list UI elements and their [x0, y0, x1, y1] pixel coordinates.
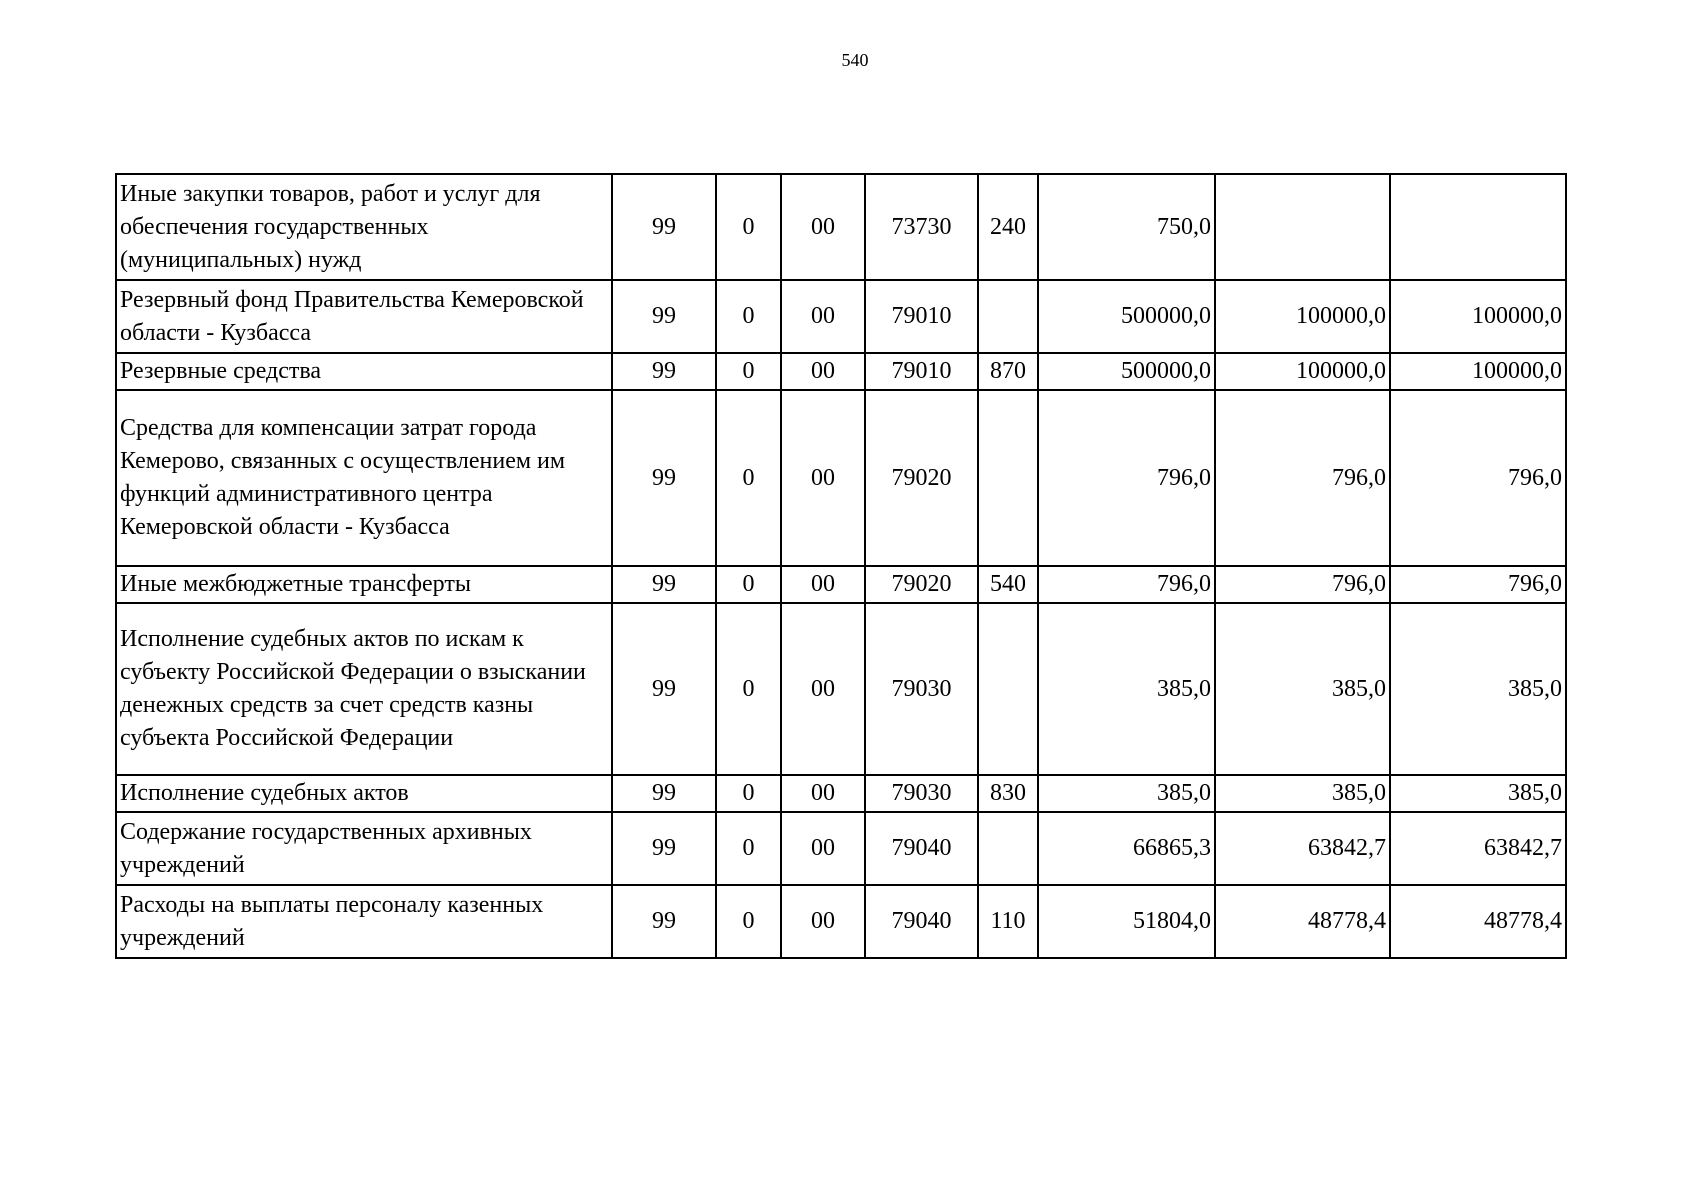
- subprogram-code: 0: [716, 812, 781, 885]
- subprogram-code: 0: [716, 885, 781, 958]
- subprogram-code: 0: [716, 603, 781, 775]
- amount-year-1: 385,0: [1038, 775, 1215, 812]
- table-row: [116, 775, 1566, 812]
- direction-code: 79040: [865, 885, 978, 958]
- program-code: 99: [612, 566, 716, 603]
- program-code: 99: [612, 174, 716, 280]
- program-code: 99: [612, 280, 716, 353]
- event-code: 00: [781, 174, 865, 280]
- expense-type-code: [978, 280, 1038, 353]
- table-row: [116, 280, 1566, 353]
- table-row: [116, 885, 1566, 958]
- expense-type-code: 240: [978, 174, 1038, 280]
- amount-year-1: 796,0: [1038, 390, 1215, 566]
- direction-code: 79010: [865, 280, 978, 353]
- amount-year-3: 385,0: [1390, 775, 1566, 812]
- amount-year-2: 48778,4: [1215, 885, 1390, 958]
- amount-year-2: 385,0: [1215, 603, 1390, 775]
- direction-code: 79010: [865, 353, 978, 390]
- expense-type-code: 540: [978, 566, 1038, 603]
- event-code: 00: [781, 390, 865, 566]
- subprogram-code: 0: [716, 280, 781, 353]
- row-name: Иные закупки товаров, работ и услуг для обеспечения государственных (муниципальных) нужд: [116, 174, 612, 280]
- direction-code: 79020: [865, 566, 978, 603]
- page-number: 540: [841, 50, 869, 70]
- direction-code: 73730: [865, 174, 978, 280]
- amount-year-1: 51804,0: [1038, 885, 1215, 958]
- table-row: [116, 566, 1566, 603]
- row-name: Средства для компенсации затрат города Кемерово, связанных с осуществлением им функций административного центра Кемеровской области - Кузбасса: [116, 390, 612, 566]
- amount-year-3: 48778,4: [1390, 885, 1566, 958]
- amount-year-3: 100000,0: [1390, 280, 1566, 353]
- amount-year-3: [1390, 174, 1566, 280]
- amount-year-2: [1215, 174, 1390, 280]
- program-code: 99: [612, 353, 716, 390]
- event-code: 00: [781, 353, 865, 390]
- event-code: 00: [781, 775, 865, 812]
- row-name: Иные межбюджетные трансферты: [116, 566, 612, 603]
- amount-year-1: 500000,0: [1038, 280, 1215, 353]
- amount-year-3: 796,0: [1390, 566, 1566, 603]
- program-code: 99: [612, 603, 716, 775]
- event-code: 00: [781, 812, 865, 885]
- direction-code: 79030: [865, 775, 978, 812]
- program-code: 99: [612, 390, 716, 566]
- event-code: 00: [781, 885, 865, 958]
- amount-year-1: 385,0: [1038, 603, 1215, 775]
- row-name: Содержание государственных архивных учреждений: [116, 812, 612, 885]
- amount-year-2: 796,0: [1215, 390, 1390, 566]
- expense-type-code: [978, 812, 1038, 885]
- expense-type-code: 870: [978, 353, 1038, 390]
- amount-year-1: 750,0: [1038, 174, 1215, 280]
- program-code: 99: [612, 775, 716, 812]
- amount-year-3: 100000,0: [1390, 353, 1566, 390]
- expense-type-code: [978, 603, 1038, 775]
- amount-year-2: 63842,7: [1215, 812, 1390, 885]
- direction-code: 79030: [865, 603, 978, 775]
- direction-code: 79020: [865, 390, 978, 566]
- subprogram-code: 0: [716, 775, 781, 812]
- row-name: Исполнение судебных актов: [116, 775, 612, 812]
- table-row: [116, 603, 1566, 775]
- amount-year-1: 796,0: [1038, 566, 1215, 603]
- amount-year-2: 100000,0: [1215, 280, 1390, 353]
- amount-year-2: 100000,0: [1215, 353, 1390, 390]
- direction-code: 79040: [865, 812, 978, 885]
- amount-year-3: 63842,7: [1390, 812, 1566, 885]
- event-code: 00: [781, 280, 865, 353]
- amount-year-2: 385,0: [1215, 775, 1390, 812]
- program-code: 99: [612, 885, 716, 958]
- amount-year-3: 796,0: [1390, 390, 1566, 566]
- amount-year-1: 66865,3: [1038, 812, 1215, 885]
- row-name: Исполнение судебных актов по искам к субъекту Российской Федерации о взыскании денежных средств за счет средств казны субъекта Российской Федерации: [116, 603, 612, 775]
- budget-table: [115, 173, 1567, 959]
- table-row: [116, 353, 1566, 390]
- table-row: [116, 390, 1566, 566]
- event-code: 00: [781, 566, 865, 603]
- expense-type-code: 110: [978, 885, 1038, 958]
- program-code: 99: [612, 812, 716, 885]
- row-name: Резервный фонд Правительства Кемеровской области - Кузбасса: [116, 280, 612, 353]
- amount-year-1: 500000,0: [1038, 353, 1215, 390]
- subprogram-code: 0: [716, 353, 781, 390]
- expense-type-code: [978, 390, 1038, 566]
- subprogram-code: 0: [716, 566, 781, 603]
- table-row: [116, 174, 1566, 280]
- table-row: [116, 812, 1566, 885]
- amount-year-3: 385,0: [1390, 603, 1566, 775]
- row-name: Резервные средства: [116, 353, 612, 390]
- subprogram-code: 0: [716, 174, 781, 280]
- event-code: 00: [781, 603, 865, 775]
- row-name: Расходы на выплаты персоналу казенных учреждений: [116, 885, 612, 958]
- subprogram-code: 0: [716, 390, 781, 566]
- amount-year-2: 796,0: [1215, 566, 1390, 603]
- expense-type-code: 830: [978, 775, 1038, 812]
